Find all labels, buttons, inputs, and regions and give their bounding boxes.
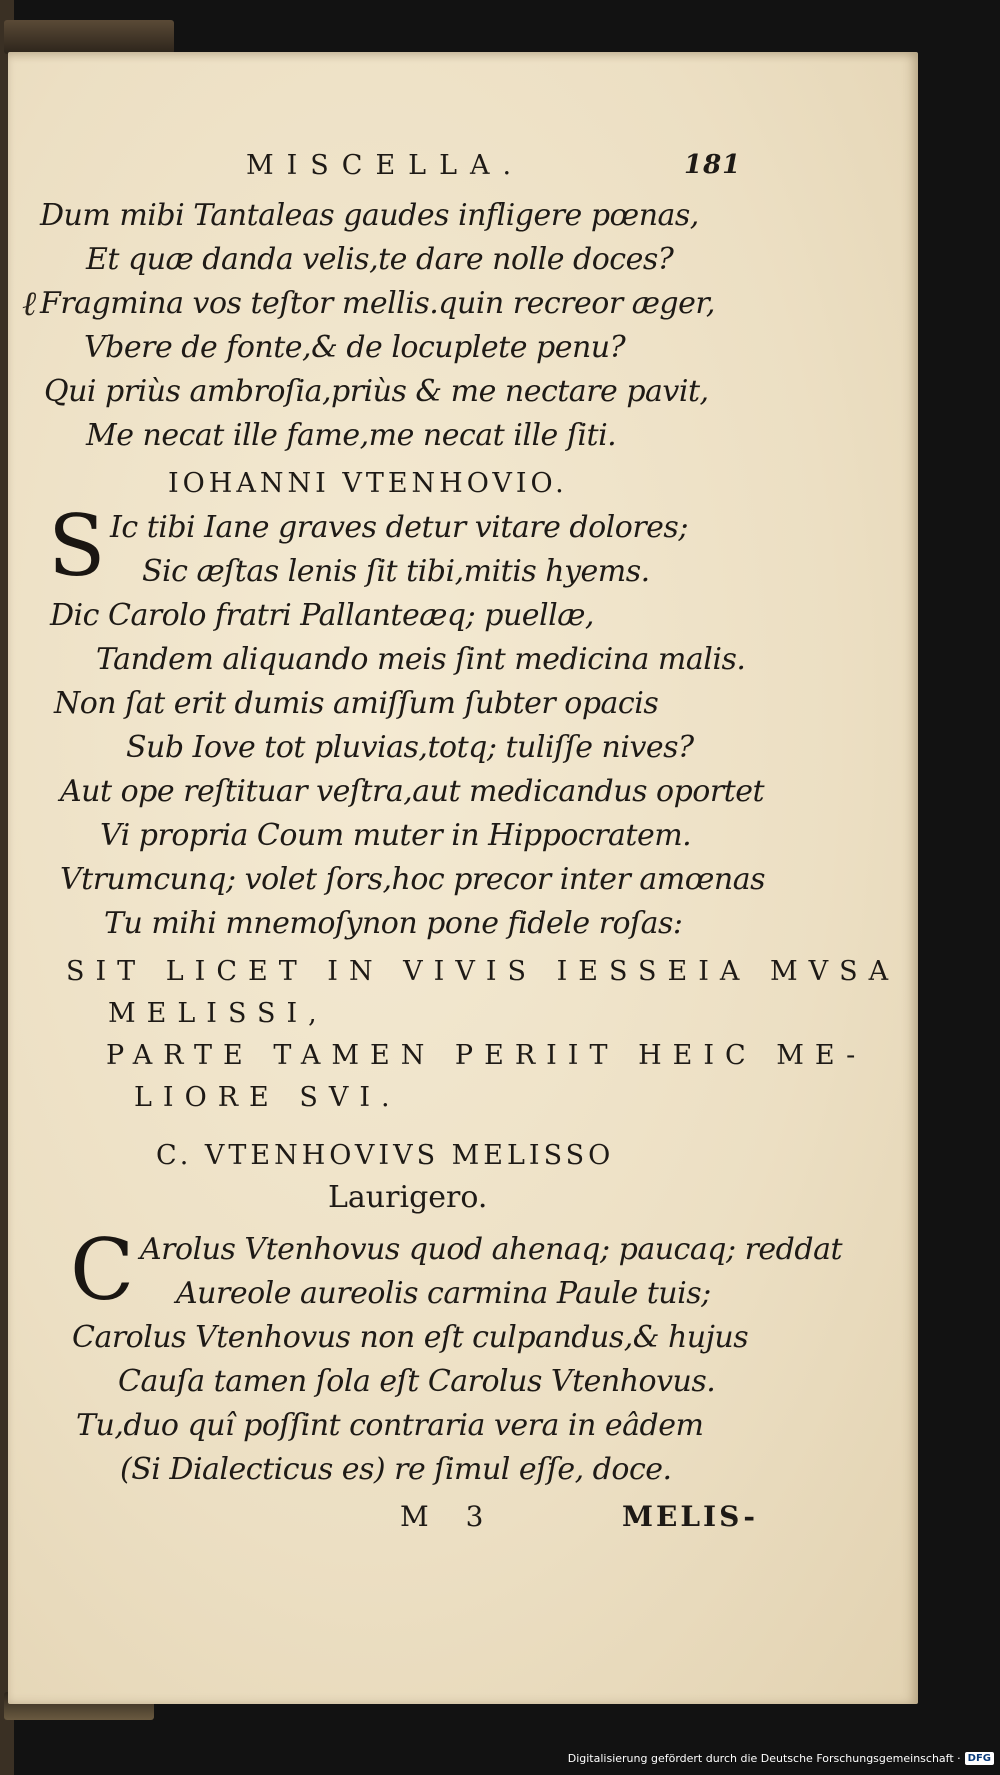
poem1-line-4: Vbere de fonte,& de locuplete penu? [84, 330, 626, 365]
credit-text: Digitalisierung gefördert durch die Deutsche Forschungsgemeinschaft · [567, 1752, 961, 1765]
poem3-line-1: Arolus Vtenhovus quod ahenaq; paucaq; reddat [140, 1232, 843, 1267]
poem3-line-4: Cauſa tamen ſola eſt Carolus Vtenhovus. [118, 1364, 716, 1399]
poem2-line-3: Dic Carolo fratri Pallanteæq; puellæ, [50, 598, 594, 633]
poem1-line-1: Dum mibi Tantaleas gaudes infligere pœnas, [40, 198, 699, 233]
catchword: MELIS- [622, 1500, 758, 1533]
poem2-caps-line-3: PARTE TAMEN PERIIT HEIC ME- [106, 1040, 867, 1071]
book-edge-top [4, 20, 174, 54]
poem3-line-2: Aureole aureolis carmina Paule tuis; [176, 1276, 711, 1311]
poem2-line-8: Vi propria Coum muter in Hippocratem. [100, 818, 692, 853]
poem2-line-5: Non ſat erit dumis amiſſum ſubter opacis [54, 686, 659, 721]
poem2-line-9: Vtrumcunq; volet ſors,hoc precor inter amœnas [60, 862, 765, 897]
poem1-line-6: Me necat ille fame,me necat ille ſiti. [86, 418, 617, 453]
poem3-line-5: Tu,duo quî poſſint contraria vera in eâdem [76, 1408, 704, 1443]
digitization-credit [568, 1752, 994, 1765]
signature-mark: M 3 [400, 1500, 498, 1533]
poem1-line-2: Et quæ danda velis,te dare nolle doces? [86, 242, 674, 277]
poem2-title: IOHANNI VTENHOVIO. [168, 468, 568, 499]
poem3-drop-cap: C [70, 1221, 135, 1319]
poem2-line-2: Sic æſtas lenis ſit tibi,mitis hyems. [142, 554, 650, 589]
poem2-line-6: Sub Iove tot pluvias,totq; tuliſſe nives? [126, 730, 694, 765]
poem3-line-6: (Si Dialecticus es) re ſimul eſſe, doce. [120, 1452, 672, 1487]
poem2-line-10: Tu mihi mnemoſynon pone fidele roſas: [104, 906, 683, 941]
running-head: MISCELLA. [246, 150, 525, 181]
poem2-line-4: Tandem aliquando meis ſint medicina malis. [96, 642, 746, 677]
poem2-caps-line-4: LIORE SVI. [134, 1082, 401, 1113]
poem2-drop-cap: S [48, 497, 106, 595]
poem2-caps-line-2: MELISSI, [108, 998, 328, 1029]
page-text [8, 52, 918, 1704]
book-page [8, 52, 918, 1704]
poem2-line-1: Ic tibi Iane graves detur vitare dolores; [110, 510, 688, 545]
poem1-line-3: Fragmina vos teſtor mellis.quin recreor æger, [40, 286, 715, 321]
poem2-caps-line-1: SIT LICET IN VIVIS IESSEIA MVSA [66, 956, 900, 987]
poem1-line-5: Qui priùs ambroſia,priùs & me nectare pavit, [44, 374, 709, 409]
folio-number: 181 [684, 150, 742, 180]
margin-mark: ℓ [22, 284, 37, 324]
poem3-subtitle: Laurigero. [328, 1180, 488, 1215]
dfg-logo-icon: DFG [965, 1752, 994, 1765]
poem3-line-3: Carolus Vtenhovus non eſt culpandus,& hujus [72, 1320, 749, 1355]
poem3-title: C. VTENHOVIVS MELISSO [156, 1140, 615, 1171]
poem2-line-7: Aut ope reſtituar veſtra,aut medicandus oportet [60, 774, 765, 809]
